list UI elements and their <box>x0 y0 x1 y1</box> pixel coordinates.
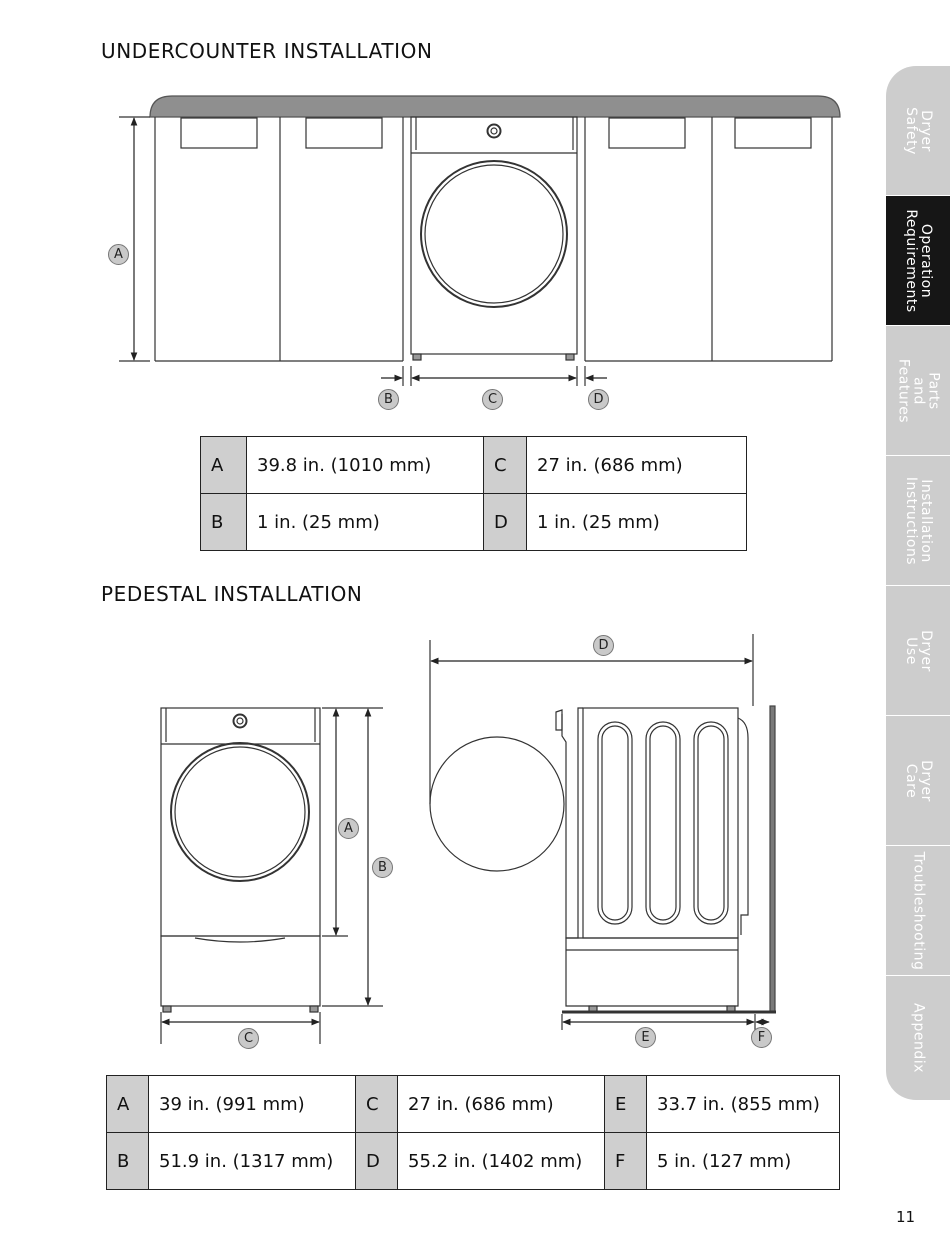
dimension-value: 39 in. (991 mm) <box>149 1076 356 1133</box>
tab-label: Operation Requirements <box>903 208 934 313</box>
tab-label: Parts and Features <box>895 358 942 423</box>
dimension-key: C <box>356 1076 398 1133</box>
undercounter-heading: UNDERCOUNTER INSTALLATION <box>101 39 433 63</box>
cabinet-drawer <box>306 118 382 148</box>
dimension-key: C <box>484 437 527 494</box>
tab-label: Dryer Care <box>903 759 934 802</box>
tab-appendix[interactable] <box>886 976 950 1101</box>
dimension-value: 27 in. (686 mm) <box>398 1076 605 1133</box>
tab-label: Installation Instructions <box>903 476 934 565</box>
tab-label: Dryer Use <box>903 629 934 672</box>
dimension-label-c: C <box>482 389 503 410</box>
dimension-label-a: A <box>108 244 129 265</box>
pedestal-side-diagram <box>430 634 776 1030</box>
tab-dryer-safety[interactable] <box>886 66 950 196</box>
dimension-label-c: C <box>238 1028 259 1049</box>
dimension-key: A <box>201 437 247 494</box>
dimension-key: F <box>605 1133 647 1190</box>
dimension-label-d: D <box>593 635 614 656</box>
dimension-value: 27 in. (686 mm) <box>527 437 747 494</box>
dimension-value: 5 in. (127 mm) <box>647 1133 840 1190</box>
table-row <box>107 1133 840 1190</box>
dimension-value: 33.7 in. (855 mm) <box>647 1076 840 1133</box>
undercounter-diagram <box>119 96 840 386</box>
dimension-key: A <box>107 1076 149 1133</box>
table-row <box>107 1076 840 1133</box>
dimension-value: 1 in. (25 mm) <box>247 494 484 551</box>
dimension-value: 39.8 in. (1010 mm) <box>247 437 484 494</box>
tab-operation-requirements[interactable] <box>886 196 950 326</box>
cabinet-drawer <box>609 118 685 148</box>
tab-label: Appendix <box>910 1003 927 1073</box>
dimension-key: D <box>356 1133 398 1190</box>
table-row <box>201 437 747 494</box>
dimension-value: 1 in. (25 mm) <box>527 494 747 551</box>
table-row <box>201 494 747 551</box>
pedestal-heading: PEDESTAL INSTALLATION <box>101 582 363 606</box>
dimension-key: B <box>201 494 247 551</box>
dimension-label-f: F <box>751 1027 772 1048</box>
wall <box>770 706 775 1012</box>
tab-parts-and-features[interactable] <box>886 326 950 456</box>
dimension-value: 51.9 in. (1317 mm) <box>149 1133 356 1190</box>
cabinet-drawer <box>181 118 257 148</box>
dimension-label-b: B <box>378 389 399 410</box>
tab-label: Troubleshooting <box>910 851 927 970</box>
dimension-label-a: A <box>338 818 359 839</box>
door-swing <box>430 737 564 871</box>
tab-dryer-use[interactable] <box>886 586 950 716</box>
dimension-key: D <box>484 494 527 551</box>
dimension-label-e: E <box>635 1027 656 1048</box>
dimension-label-b: B <box>372 857 393 878</box>
tab-dryer-care[interactable] <box>886 716 950 846</box>
dimension-label-d: D <box>588 389 609 410</box>
dimension-value: 55.2 in. (1402 mm) <box>398 1133 605 1190</box>
cabinet-drawer <box>735 118 811 148</box>
tab-label: Dryer Safety <box>903 106 934 155</box>
page-number: 11 <box>896 1208 916 1226</box>
countertop <box>150 96 840 117</box>
tab-installation-instructions[interactable] <box>886 456 950 586</box>
pedestal-drawer <box>161 936 320 1006</box>
dimension-key: E <box>605 1076 647 1133</box>
undercounter-dryer <box>411 117 577 360</box>
tab-troubleshooting[interactable] <box>886 846 950 976</box>
pedestal-dimension-table <box>106 1075 840 1190</box>
dimension-key: B <box>107 1133 149 1190</box>
pedestal-front-diagram <box>161 708 383 1044</box>
undercounter-dimension-table <box>200 436 747 551</box>
